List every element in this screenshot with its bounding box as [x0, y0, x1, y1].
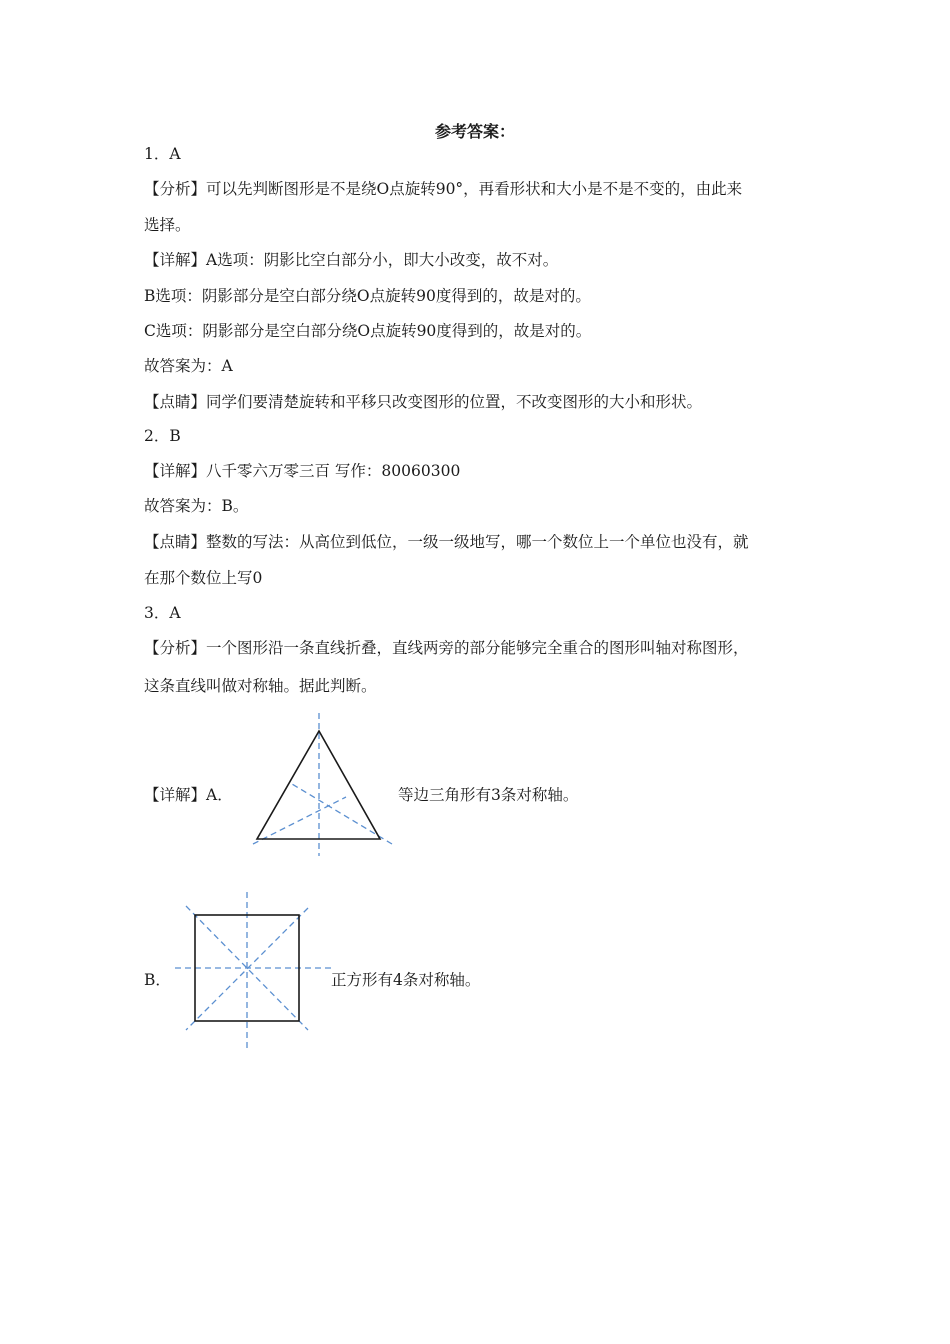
- q3-analysis-line2: 这条直线叫做对称轴。据此判断。: [144, 677, 377, 695]
- q2-detail: 【详解】八千零六万零三百 写作：80060300: [144, 462, 461, 480]
- q2-comment-line2: 在那个数位上写0: [144, 569, 263, 587]
- q3-detail-a-label: 【详解】A．: [144, 786, 233, 804]
- q1-analysis-line2: 选择。: [144, 216, 191, 234]
- square-symmetry-figure: [170, 890, 340, 1052]
- q3-detail-a-text: 等边三角形有3条对称轴。: [398, 786, 579, 804]
- q1-analysis-line1: 【分析】可以先判断图形是不是绕O点旋转90°，再看形状和大小是不是不变的，由此来: [144, 180, 743, 198]
- q1-answer: 1．A: [144, 145, 181, 163]
- q3-answer: 3．A: [144, 604, 181, 622]
- q1-comment: 【点睛】同学们要清楚旋转和平移只改变图形的位置，不改变图形的大小和形状。: [144, 393, 703, 411]
- q3-detail-b-text: 正方形有4条对称轴。: [331, 971, 481, 989]
- q3-detail-b-label: B．: [144, 971, 171, 989]
- q1-detail-a: 【详解】A选项：阴影比空白部分小，即大小改变，故不对。: [144, 251, 559, 269]
- q2-comment-line1: 【点睛】整数的写法：从高位到低位，一级一级地写，哪一个数位上一个单位也没有，就: [144, 533, 749, 551]
- q1-detail-c: C选项：阴影部分是空白部分绕O点旋转90度得到的，故是对的。: [144, 322, 592, 340]
- q2-conclusion: 故答案为：B。: [144, 497, 249, 515]
- q3-analysis-line1: 【分析】一个图形沿一条直线折叠，直线两旁的部分能够完全重合的图形叫轴对称图形，: [144, 639, 749, 657]
- page-title: 参考答案：: [434, 122, 515, 141]
- q2-answer: 2．B: [144, 427, 181, 445]
- triangle-symmetry-figure: [240, 708, 400, 858]
- q1-conclusion: 故答案为：A: [144, 357, 233, 375]
- q1-detail-b: B选项：阴影部分是空白部分绕O点旋转90度得到的，故是对的。: [144, 287, 591, 305]
